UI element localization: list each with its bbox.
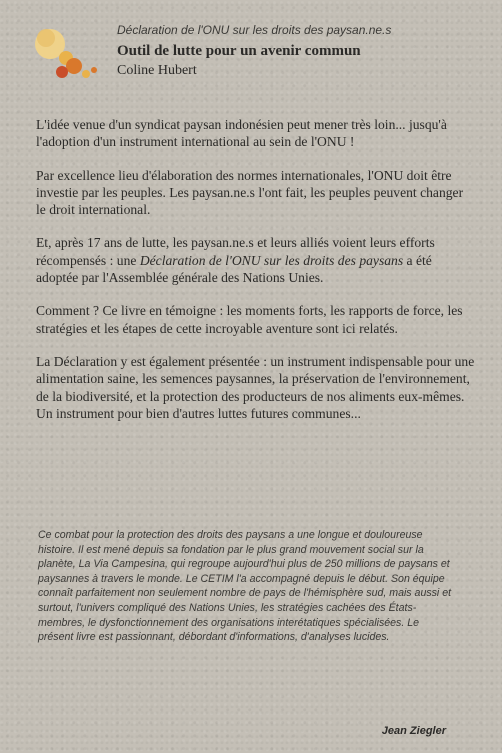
endorsement-quote: Ce combat pour la protection des droits des paysans a une longue et douloureuse histoire. Il est mené depuis sa fondation par le plus grand mouvement social sur la planète, La Via Campesina, qui regroupe aujourd'hui plus de 250 millions de paysans et paysannes à travers le monde. Le CETIM l'a accompagné depuis le début. Son équipe connaît parfaitement non seulement nombre de pays de l'hémisphère sud, mais aussi et surtout, l'univers compliqué des Nations Unies, les stratégies cachées des États-membres, le dysfonctionnement des organisations interétatiques spécialisées. Le présent livre est passionnant, débordant d'informations, d'analyses lucides. <box>38 529 452 644</box>
paragraph-3-start: Et, après 17 ans de lutte, les paysan.ne.s et leurs alliés voient leurs efforts récompensés : une <box>36 235 435 268</box>
blurb <box>36 116 476 438</box>
book-author: Coline Hubert <box>117 63 197 78</box>
paragraph-5: La Déclaration y est également présentée : un instrument indispensable pour une alimentation saine, les semences paysannes, la préservation de l'environnement, de la biodiversité, et la protection des producteurs de nos aliments eux-mêmes. Un instrument pour bien d'autres luttes futures communes... <box>36 353 475 421</box>
declaration-title: Déclaration de l'ONU sur les droits des paysans <box>139 252 404 268</box>
endorsement-signature: Jean Ziegler <box>381 725 446 737</box>
series-title: Déclaration de l'ONU sur les droits des paysan.ne.s <box>117 23 392 37</box>
logo-dots-icon <box>28 22 108 92</box>
paragraph-2: Par excellence lieu d'élaboration des normes internationales, l'ONU doit être investie par les peuples. Les paysan.ne.s l'ont fait, les peuples peuvent changer le droit international. <box>36 167 464 218</box>
paragraph-3-end: a été adoptée par l'Assemblée générale des Nations Unies. <box>36 252 432 286</box>
paragraph-3 <box>36 234 476 286</box>
header <box>117 22 487 80</box>
paragraph-4: Comment ? Ce livre en témoigne : les moments forts, les rapports de force, les stratégies et les étapes de cette incroyable aventure sont ici relatés. <box>36 303 463 336</box>
book-title: Outil de lutte pour un avenir commun <box>117 43 361 59</box>
paragraph-1: L'idée venue d'un syndicat paysan indonésien peut mener très loin... jusqu'à l'adoption d'un instrument international au sein de l'ONU ! <box>36 117 447 150</box>
